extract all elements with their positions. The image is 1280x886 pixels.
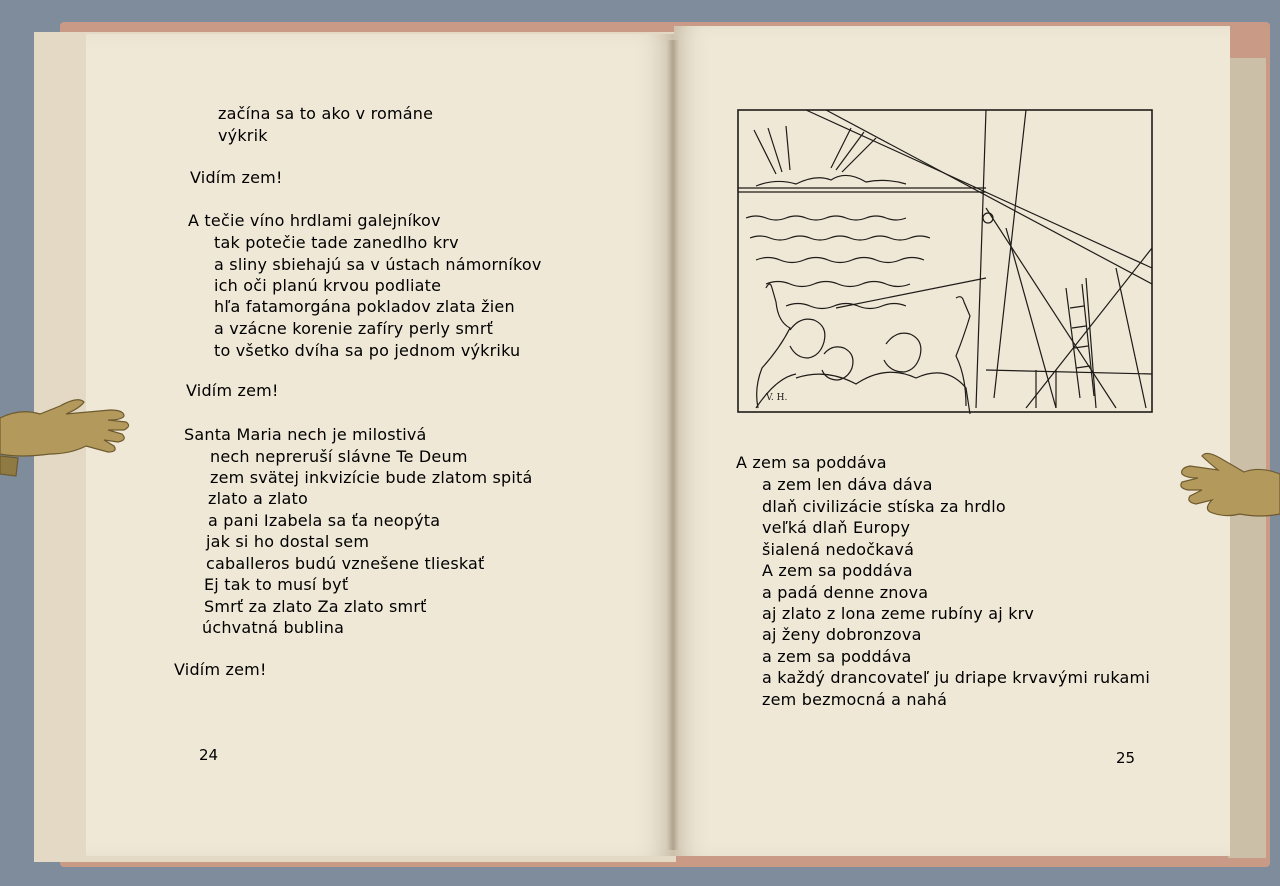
poem-line: Smrť za zlato Za zlato smrť [204,597,427,616]
poem-line: úchvatná bublina [202,618,345,637]
poem-line: veľká dlaň Europy [762,518,911,537]
poem-line: to všetko dvíha sa po jednom výkriku [214,341,521,360]
ship-deck-illustration [736,108,1154,416]
poem-line: jak si ho dostal sem [206,532,370,551]
poem-line: a vzácne korenie zafíry perly smrť [214,319,494,338]
poem-line: tak potečie tade zanedlho krv [214,233,459,252]
poem-line: a každý drancovateľ ju driape krvavými rukami [762,668,1150,687]
poem-line: caballeros budú vznešene tlieskať [206,554,485,573]
poem-line: ich oči planú krvou podliate [214,276,442,295]
poem-line: Vidím zem! [190,168,283,187]
poem-line: a padá denne znova [762,583,929,602]
poem-line: dlaň civilizácie stíska za hrdlo [762,497,1006,516]
poem-line: aj ženy dobronzova [762,625,922,644]
poem-line: A zem sa poddáva [762,561,913,580]
poem-line: Vidím zem! [174,660,267,679]
poem-line: Santa Maria nech je milostivá [184,425,427,444]
poem-line: a zem sa poddáva [762,647,912,666]
poem-line: a pani Izabela sa ťa neopýta [208,511,441,530]
brass-hand-clip-icon [1180,448,1280,538]
poem-line: aj zlato z lona zeme rubíny aj krv [762,604,1035,623]
poem-line: zlato a zlato [208,489,308,508]
poem-line: šialená nedočkavá [762,540,915,559]
poem-line: A zem sa poddáva [736,453,887,472]
poem-line: výkrik [218,126,268,145]
poem-line: a zem len dáva dáva [762,475,933,494]
poem-line: začína sa to ako v románe [218,104,434,123]
brass-hand-clip-icon [0,388,132,478]
poem-line: hľa fatamorgána pokladov zlata žien [214,297,515,316]
left-page [86,34,674,856]
gutter-shadow [667,40,679,850]
poem-line: nech nepreruší slávne Te Deum [210,447,468,466]
page-number: 24 [199,746,219,764]
page-number: 25 [1116,749,1136,767]
poem-line: Vidím zem! [186,381,279,400]
poem-line: zem bezmocná a nahá [762,690,948,709]
poem-line: zem svätej inkvizície bude zlatom spitá [210,468,533,487]
poem-line: a sliny sbiehajú sa v ústach námorníkov [214,255,542,274]
illustration-signature: V. H. [766,393,788,403]
poem-line: Ej tak to musí byť [204,575,349,594]
poem-line: A tečie víno hrdlami galejníkov [188,211,441,230]
